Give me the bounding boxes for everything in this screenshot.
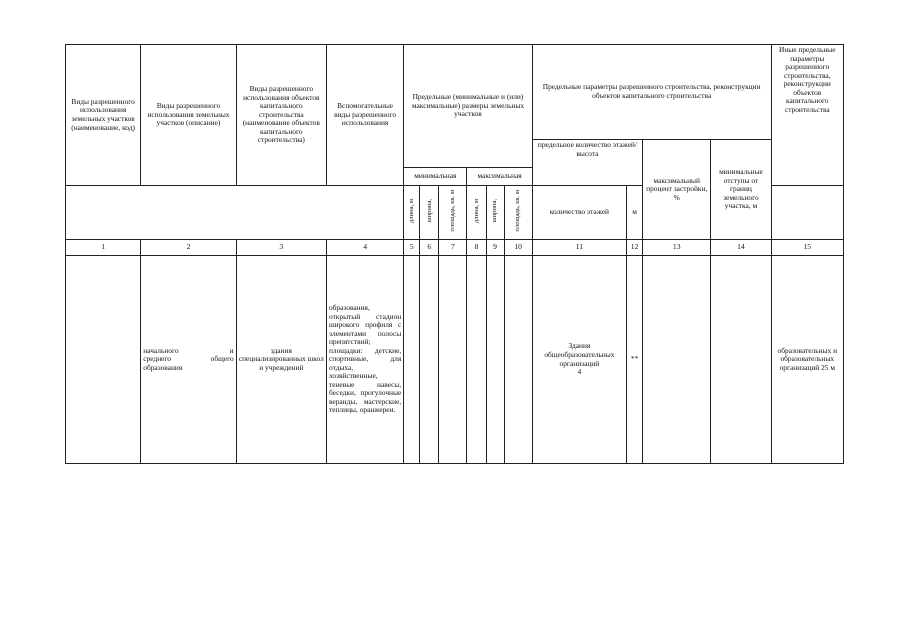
column-number: 2 [141,240,236,256]
column-number: 7 [439,240,467,256]
cell-other-params: образовательных и образовательных организаций 25 м [771,256,843,464]
cell-empty [711,256,771,464]
cell-auxiliary-use: образования, открытый стадион широкого профиля с элементами полосы препятствий; площадки: детские, спортивные, для отдыха, хозяйственные, теневые навесы, беседки, прогулочные веранды, мастерские, теплицы, оранжереи. [326,256,403,464]
cell-empty [439,256,467,464]
header-maximum: максимальная [467,168,532,186]
header-floors-count: количество этажей [532,186,626,240]
header-max-build-percent: максимальный процент застройки, % [643,140,711,240]
header-min-area: площадь, кв. м [439,186,467,240]
header-auxiliary-use: Вспомогательные виды разрешенного использования [326,45,403,186]
column-number: 11 [532,240,626,256]
header-max-area: площадь, кв. м [504,186,532,240]
header-other-params-lower [771,186,843,240]
header-min-width: ширина, [420,186,439,240]
cell-use-name [66,256,141,464]
cell-floors: Здания общеобразовательных организаций 4 [532,256,626,464]
column-number: 14 [711,240,771,256]
column-number: 3 [236,240,326,256]
column-number: 5 [404,240,420,256]
cell-empty [504,256,532,464]
column-number: 13 [643,240,711,256]
cell-height-note: ** [627,256,643,464]
table-row [66,256,844,464]
column-number: 12 [627,240,643,256]
column-number: 6 [420,240,439,256]
header-construction-params: Предельные параметры разрешенного строительства, реконструкции объектов капитального строительства [532,45,771,140]
header-max-length: длина, м [467,186,486,240]
column-number: 15 [771,240,843,256]
cell-use-description: начального и среднего общего образования [141,256,236,464]
header-spacer [66,186,404,240]
column-number-row [66,240,844,256]
header-permitted-use-description: Виды разрешенного использования земельных участков (описание) [141,45,236,186]
cell-empty [643,256,711,464]
cell-empty [404,256,420,464]
header-max-width: ширина, [486,186,504,240]
cell-empty [467,256,486,464]
header-permitted-use-name: Виды разрешенного использования земельных участков (наименование, код) [66,45,141,186]
header-min-length: длина, м [404,186,420,240]
cell-empty [486,256,504,464]
cell-empty [420,256,439,464]
header-capital-construction-use: Виды разрешенного использования объектов капитального строительства (наименование объектов капитального строительства) [236,45,326,186]
cell-capital-construction: здания специализированных школ и учреждений [236,256,326,464]
regulations-table [65,44,844,464]
header-other-params: Иные предельные параметры разрешенного строительства, реконструкции объектов капитального строительства [771,45,843,186]
column-number: 8 [467,240,486,256]
column-number: 4 [326,240,403,256]
header-min-setback: минимальные отступы от границ земельного участка, м [711,140,771,240]
header-plot-sizes: Предельные (минимальные и (или) максимальные) размеры земельных участков [404,45,532,168]
column-number: 1 [66,240,141,256]
column-number: 10 [504,240,532,256]
header-minimum: минимальная [404,168,467,186]
header-floors-height: предельное количество этажей/высота [532,140,642,186]
header-meters: м [627,186,643,240]
column-number: 9 [486,240,504,256]
